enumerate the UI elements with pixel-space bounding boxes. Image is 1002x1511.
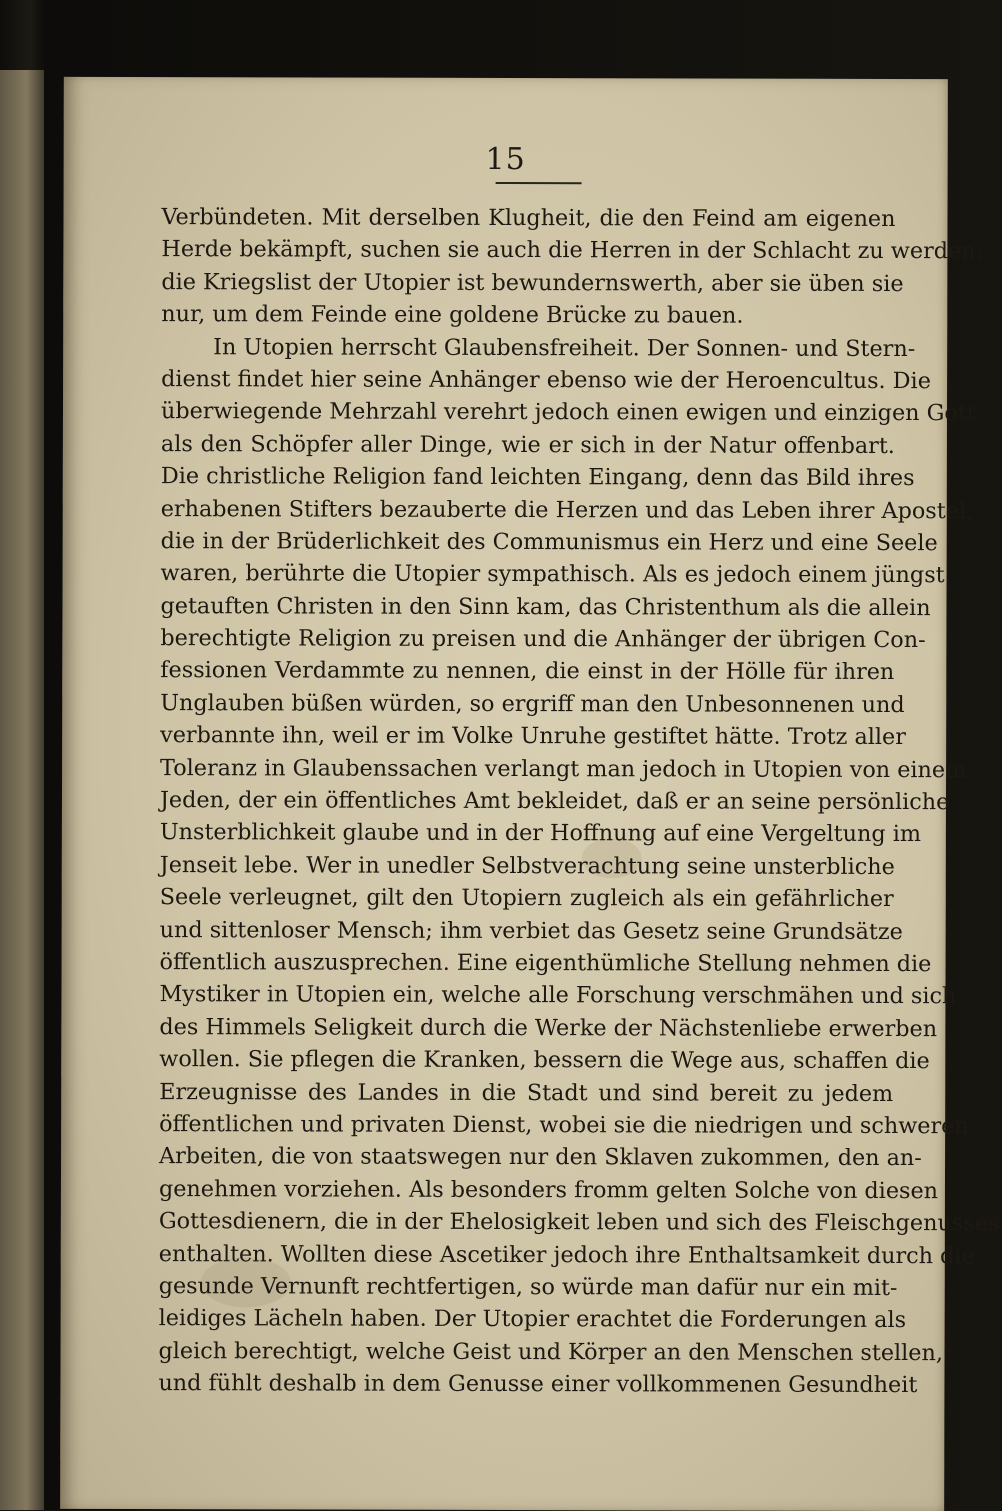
text-line: Toleranz in Glaubenssachen verlangt man jedoch in Utopien von einem: [160, 754, 967, 783]
text-line: Verbündeten. Mit derselben Klugheit, die den Feind am eigenen: [161, 204, 896, 233]
text-line: leidiges Lächeln haben. Der Utopier erachtet die Forderungen als: [158, 1305, 907, 1334]
text-line: Unsterblichkeit glaube und in der Hoffnung auf eine Vergeltung im: [159, 819, 922, 848]
text-line: Jenseit lebe. Wer in unedler Selbstverachtung seine unsterbliche: [159, 851, 895, 880]
body-text: [158, 201, 1000, 1401]
previous-page-edge: [0, 70, 44, 1510]
text-line: Seele verleugnet, gilt den Utopiern zugleich als ein gefährlicher: [159, 884, 894, 913]
text-line: enthalten. Wollten diese Ascetiker jedoch ihre Enthaltsamkeit durch die: [158, 1240, 975, 1269]
text-line: gleich berechtigt, welche Geist und Körper an den Menschen stellen,: [158, 1337, 943, 1366]
text-line: die Kriegslist der Utopier ist bewundernswerth, aber sie üben sie: [161, 268, 904, 297]
text-line: dienst findet hier seine Anhänger ebenso wie der Heroencultus. Die: [161, 366, 931, 395]
text-line: Arbeiten, die von staatswegen nur den Sklaven zukommen, den an-: [159, 1143, 922, 1172]
text-line: berechtigte Religion zu preisen und die Anhänger der übrigen Con-: [160, 625, 926, 654]
text-line: öffentlich auszusprechen. Eine eigenthümliche Stellung nehmen die: [159, 949, 932, 978]
text-line: verbannte ihn, weil er im Volke Unruhe gestiftet hätte. Trotz aller: [160, 722, 906, 751]
text-line: genehmen vorziehen. Als besonders fromm gelten Solche von diesen: [158, 1175, 939, 1204]
text-line: Erzeugnisse des Landes in die Stadt und sind bereit zu jedem: [159, 1078, 894, 1107]
text-line: und fühlt deshalb in dem Genusse einer vollkommenen Gesundheit: [158, 1370, 918, 1399]
text-line: Die christliche Religion fand leichten Eingang, denn das Bild ihres: [160, 463, 915, 492]
text-line: waren, berührte die Utopier sympathisch. Als es jedoch einem jüngst: [160, 560, 945, 589]
text-line: Mystiker in Utopien ein, welche alle Forschung verschmähen und sich: [159, 981, 957, 1010]
text-line: öffentlichen und privaten Dienst, wobei sie die niedrigen und schweren: [159, 1111, 969, 1140]
page-number: 15: [485, 141, 526, 178]
text-line: nur, um dem Feinde eine goldene Brücke zu bauen.: [161, 301, 744, 329]
text-line: als den Schöpfer aller Dinge, wie er sich in der Natur offenbart.: [160, 430, 895, 459]
text-line: getauften Christen in den Sinn kam, das Christenthum als die allein: [160, 592, 931, 621]
text-line: fessionen Verdammte zu nennen, die einst in der Hölle für ihren: [160, 657, 895, 686]
text-line: gesunde Vernunft rechtfertigen, so würde man dafür nur ein mit-: [158, 1272, 898, 1301]
text-line: wollen. Sie pflegen die Kranken, bessern die Wege aus, schaffen die: [159, 1046, 930, 1075]
page-number-rule: [496, 182, 582, 184]
text-line: des Himmels Seligkeit durch die Werke der Nächstenliebe erwerben: [159, 1013, 938, 1042]
text-line: und sittenloser Mensch; ihm verbiet das Gesetz seine Grundsätze: [159, 916, 903, 945]
text-line: Gottesdienern, die in der Ehelosigkeit leben und sich des Fleischgenusses: [158, 1208, 1000, 1237]
book-page: [60, 77, 1000, 1511]
text-line: die in der Brüderlichkeit des Communismus ein Herz und eine Seele: [160, 528, 938, 557]
text-line: Jeden, der ein öffentliches Amt bekleidet, daß er an seine persönliche: [159, 787, 950, 816]
text-line: erhabenen Stifters bezauberte die Herzen und das Leben ihrer Apostel,: [160, 495, 974, 524]
paragraph-start-line: In Utopien herrscht Glaubensfreiheit. Der Sonnen- und Stern-: [213, 333, 916, 362]
text-line: überwiegende Mehrzahl verehrt jedoch einen ewigen und einzigen Gott: [160, 398, 976, 427]
text-line: Herde bekämpft, suchen sie auch die Herren in der Schlacht zu werden;: [161, 236, 984, 265]
text-line: Unglauben büßen würden, so ergriff man den Unbesonnenen und: [160, 689, 905, 718]
